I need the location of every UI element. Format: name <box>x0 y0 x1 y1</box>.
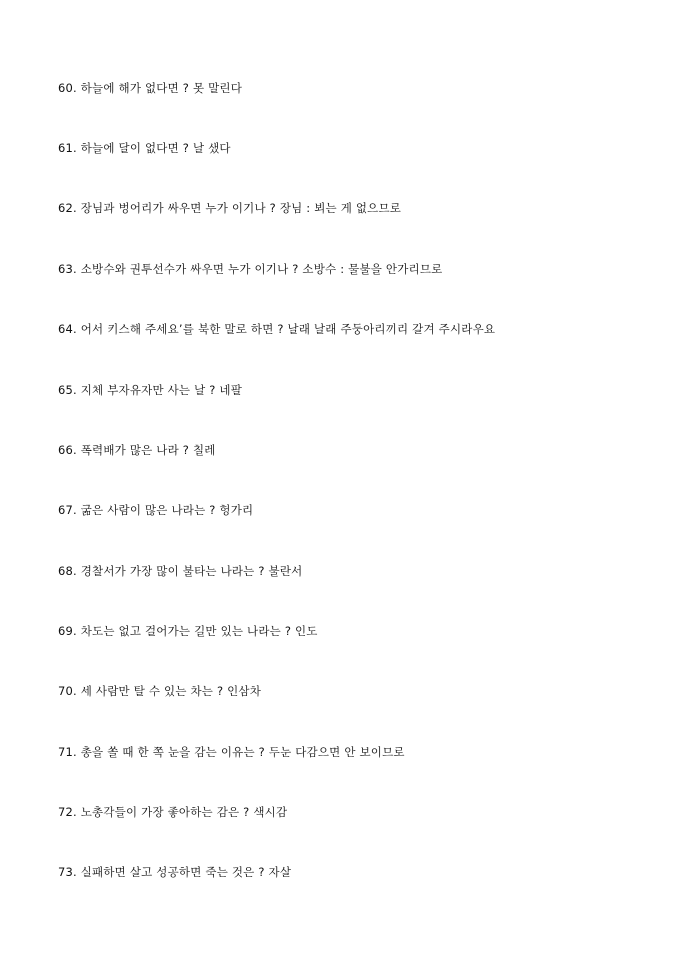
riddle-item-67: 67. 굶은 사람이 많은 나라는 ? 헝가리 <box>58 503 254 517</box>
riddle-item-62: 62. 장님과 벙어리가 싸우면 누가 이기나 ? 장님 : 뵈는 게 없으므로 <box>58 201 402 215</box>
riddle-item-72: 72. 노총각들이 가장 좋아하는 감은 ? 색시감 <box>58 805 288 819</box>
riddle-item-60: 60. 하늘에 해가 없다면 ? 못 말린다 <box>58 81 243 95</box>
riddle-item-65: 65. 지체 부자유자만 사는 날 ? 네팔 <box>58 383 243 397</box>
riddle-item-73: 73. 실패하면 살고 성공하면 죽는 것은 ? 자살 <box>58 865 292 879</box>
riddle-item-61: 61. 하늘에 달이 없다면 ? 날 샜다 <box>58 141 231 155</box>
riddle-item-69: 69. 차도는 없고 걸어가는 길만 있는 나라는 ? 인도 <box>58 624 318 638</box>
riddle-item-66: 66. 폭력배가 많은 나라 ? 칠레 <box>58 443 216 457</box>
riddle-item-70: 70. 세 사람만 탈 수 있는 차는 ? 인삼차 <box>58 684 262 698</box>
riddle-item-71: 71. 총을 쏠 때 한 쪽 눈을 감는 이유는 ? 두눈 다감으면 안 보이므로 <box>58 745 405 759</box>
riddle-item-63: 63. 소방수와 권투선수가 싸우면 누가 이기나 ? 소방수 : 물불을 안가리므로 <box>58 262 443 276</box>
riddle-item-68: 68. 경찰서가 가장 많이 불타는 나라는 ? 불란서 <box>58 564 303 578</box>
riddle-item-64: 64. 어서 키스해 주세요’를 북한 말로 하면 ? 날래 날래 주둥아리끼리 갈겨 주시라우요 <box>58 322 496 336</box>
